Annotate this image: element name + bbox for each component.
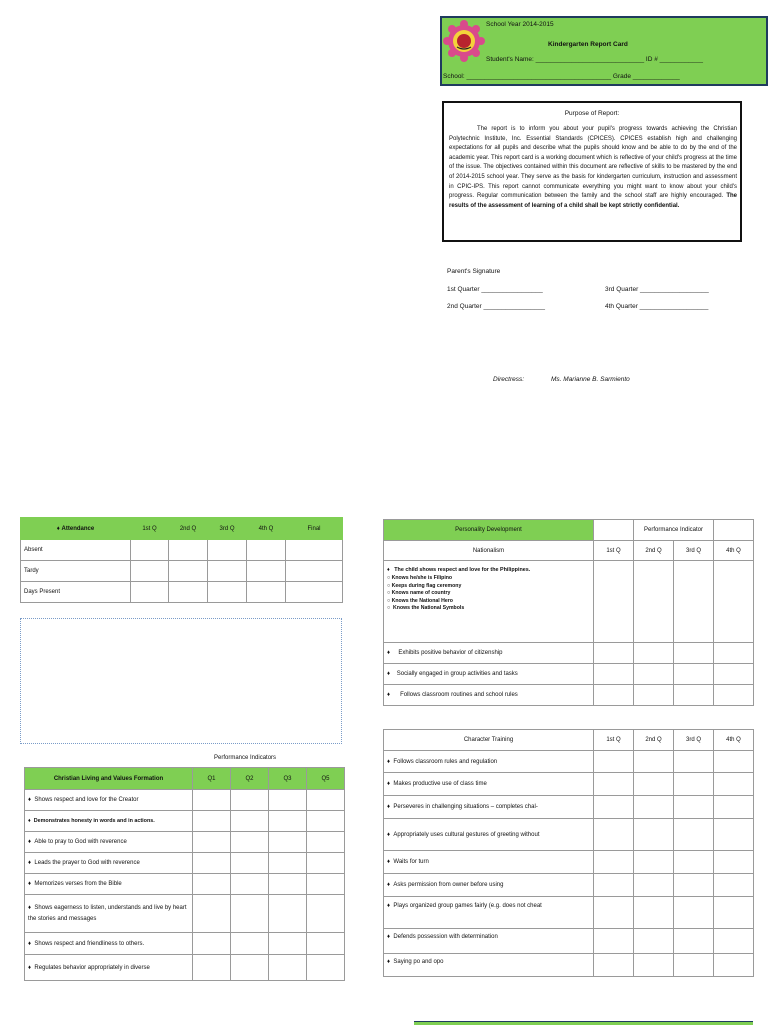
nationalism-sub-list xyxy=(387,575,590,613)
attendance-header-row xyxy=(21,518,343,540)
list-item: ○ Knows name of country xyxy=(387,590,451,597)
table-row: ♦ Follows classroom rules and regulation xyxy=(384,751,754,773)
comments-box xyxy=(20,618,342,744)
list-item: ○ Knows the National Symbols xyxy=(387,605,465,612)
table-row: ♦ Shows respect and friendliness to others. xyxy=(25,933,345,955)
row-label: Appropriately uses cultural gestures of greeting without xyxy=(393,831,540,838)
table-row: ♦ Perseveres in challenging situations – completes chal- xyxy=(384,796,754,819)
purpose-body: The report is to inform you about your pupil's progress towards achieving the Christian Polytechnic Institute, Inc. Essential Standards (CPICES). CPICES establish high and challenging expectations for all pupils and describe what the pupils should know and be able to do by the end of the academic year. This report card is a working document which is reflective of your child's progress at the time of the issue. The objectives contained within this document are reflective of skills to be mastered by the end of 2014-2015 school year. They serve as the basis for kindergarten curriculum, instruction and assessment in CPIC-IPS. This report cannot communicate everything you might want to know about your child's progress. Regular communication between the family and the school staff are highly encouraged. xyxy=(449,126,737,200)
attendance-table xyxy=(20,517,343,603)
row-label: Follows classroom routines and school rules xyxy=(400,692,518,698)
row-label: Leads the prayer to God with reverence xyxy=(34,860,140,866)
personality-table xyxy=(383,519,754,706)
table-row: ♦ The child shows respect and love for the Philippines. ○ Knows he/she is Filipino ○ Keeps during flag ceremony ○ Knows name of country ○ Knows the National Hero ○ Knows the National Symbols xyxy=(384,561,754,643)
performance-indicators-label: Performance Indicators xyxy=(214,755,277,761)
row-label: Exhibits positive behavior of citizenship xyxy=(398,650,503,656)
report-title: Kindergarten Report Card xyxy=(548,41,628,48)
table-row: ♦ Plays organized group games fairly (e.g. does not cheat xyxy=(384,897,754,929)
row-label: Demonstrates honesty in words and in actions. xyxy=(33,818,155,824)
purpose-title: Purpose of Report: xyxy=(564,110,620,117)
directress-label: Directress: xyxy=(493,376,525,383)
christian-header: Christian Living and Values Formation xyxy=(25,768,193,790)
table-row: ♦ Socially engaged in group activities and tasks xyxy=(384,664,754,685)
nationalism-main-item: The child shows respect and love for the Philippines. xyxy=(394,567,531,573)
table-row: ♦ Demonstrates honesty in words and in actions. xyxy=(25,811,345,832)
table-row: ♦ Defends possession with determination xyxy=(384,929,754,954)
row-label: Memorizes verses from the Bible xyxy=(34,881,122,887)
next-table-edge xyxy=(414,1021,753,1025)
q2-signature-line: 2nd Quarter _________________ xyxy=(447,303,545,310)
christian-col-4: Q5 xyxy=(307,768,345,790)
row-label: Perseveres in challenging situations – completes chal- xyxy=(393,804,538,810)
quarter-label: 1st Q xyxy=(594,541,634,561)
row-label: Defends possession with determination xyxy=(393,934,498,940)
christian-living-table xyxy=(24,767,345,981)
personality-sub-row xyxy=(384,541,754,561)
table-row: ♦ Follows classroom routines and school rules xyxy=(384,685,754,706)
quarter-label: 4th Q xyxy=(714,730,754,751)
row-label: Socially engaged in group activities and tasks xyxy=(396,671,518,677)
q1-signature-line: 1st Quarter _________________ xyxy=(447,286,543,293)
q4-signature-line: 4th Quarter ___________________ xyxy=(605,303,709,310)
attendance-col-final: Final xyxy=(286,518,343,540)
row-label: Absent xyxy=(21,540,131,561)
character-title: Character Training xyxy=(384,730,594,751)
personality-title: Personality Development xyxy=(384,520,594,541)
row-label: Shows respect and love for the Creator xyxy=(34,797,139,803)
list-item: ○ Knows he/she is Filipino xyxy=(387,575,453,581)
table-row: ♦ Shows eagerness to listen, understands and live by heart the stories and messages xyxy=(25,895,345,933)
quarter-label: 1st Q xyxy=(594,730,634,751)
quarter-label: 3rd Q xyxy=(674,541,714,561)
directress-name: Ms. Marianne B. Sarmiento xyxy=(551,376,630,383)
table-row xyxy=(21,540,343,561)
attendance-col-3: 3rd Q xyxy=(208,518,247,540)
purpose-box xyxy=(442,101,742,242)
row-label: Shows eagerness to listen, understands and live by heart the stories and messages xyxy=(28,904,187,922)
character-training-table xyxy=(383,729,754,977)
quarter-label: 4th Q xyxy=(714,541,754,561)
attendance-col-4: 4th Q xyxy=(247,518,286,540)
quarter-label: 3rd Q xyxy=(674,730,714,751)
quarter-label: 2nd Q xyxy=(634,541,674,561)
performance-indicator-label: Performance Indicator xyxy=(634,520,714,541)
attendance-header: ♦ Attendance xyxy=(21,518,131,540)
table-row xyxy=(21,582,343,603)
row-label: Plays organized group games fairly (e.g. does not cheat xyxy=(393,903,542,909)
attendance-col-1: 1st Q xyxy=(131,518,169,540)
table-row: ♦ Leads the prayer to God with reverence xyxy=(25,853,345,874)
purpose-confidential: The results of the assessment of learning of a child shall be kept strictly confidential. xyxy=(449,193,737,209)
character-header-row xyxy=(384,730,754,751)
christian-col-2: Q2 xyxy=(231,768,269,790)
table-row: ♦ Able to pray to God with reverence xyxy=(25,832,345,853)
row-label: Saying po and opo xyxy=(393,959,444,965)
parent-signature-label: Parent's Signature xyxy=(447,268,501,275)
quarter-label: 2nd Q xyxy=(634,730,674,751)
christian-col-1: Q1 xyxy=(193,768,231,790)
table-row: ♦ Shows respect and love for the Creator xyxy=(25,790,345,811)
attendance-col-2: 2nd Q xyxy=(169,518,208,540)
row-label: Asks permission from owner before using xyxy=(393,882,504,888)
list-item: ○ Keeps during flag ceremony xyxy=(387,582,462,589)
student-name-line: Student's Name: ______________________________ ID # ____________ xyxy=(486,56,704,63)
q3-signature-line: 3rd Quarter ___________________ xyxy=(605,286,709,293)
row-label: Shows respect and friendliness to others. xyxy=(34,940,145,947)
table-row: ♦ Asks permission from owner before using xyxy=(384,874,754,897)
personality-title-row xyxy=(384,520,754,541)
table-row: ♦ Exhibits positive behavior of citizenship xyxy=(384,643,754,664)
school-logo xyxy=(443,20,485,62)
christian-col-3: Q3 xyxy=(269,768,307,790)
row-label: Regulates behavior appropriately in diverse xyxy=(34,964,150,971)
table-row xyxy=(21,561,343,582)
row-label: Waits for turn xyxy=(393,859,429,865)
table-row: ♦ Waits for turn xyxy=(384,851,754,874)
school-line: School: ________________________________________ Grade _____________ xyxy=(443,73,680,80)
table-row: ♦ Memorizes verses from the Bible xyxy=(25,874,345,895)
row-label: Days Present xyxy=(21,582,131,603)
row-label: Makes productive use of class time xyxy=(393,781,487,787)
table-row: ♦ Saying po and opo xyxy=(384,954,754,977)
school-year: School Year 2014-2015 xyxy=(486,21,554,28)
list-item: ○ Knows the National Hero xyxy=(387,597,453,604)
row-label: Able to pray to God with reverence xyxy=(34,839,127,845)
table-row: ♦ Makes productive use of class time xyxy=(384,773,754,796)
purpose-text xyxy=(449,125,737,211)
christian-header-row xyxy=(25,768,345,790)
table-row: ♦ Regulates behavior appropriately in diverse xyxy=(25,955,345,981)
nationalism-label: Nationalism xyxy=(384,541,594,561)
row-label: Tardy xyxy=(21,561,131,582)
table-row: ♦ Appropriately uses cultural gestures of greeting without xyxy=(384,819,754,851)
report-card-header xyxy=(440,16,768,86)
row-label: Follows classroom rules and regulation xyxy=(393,758,498,765)
